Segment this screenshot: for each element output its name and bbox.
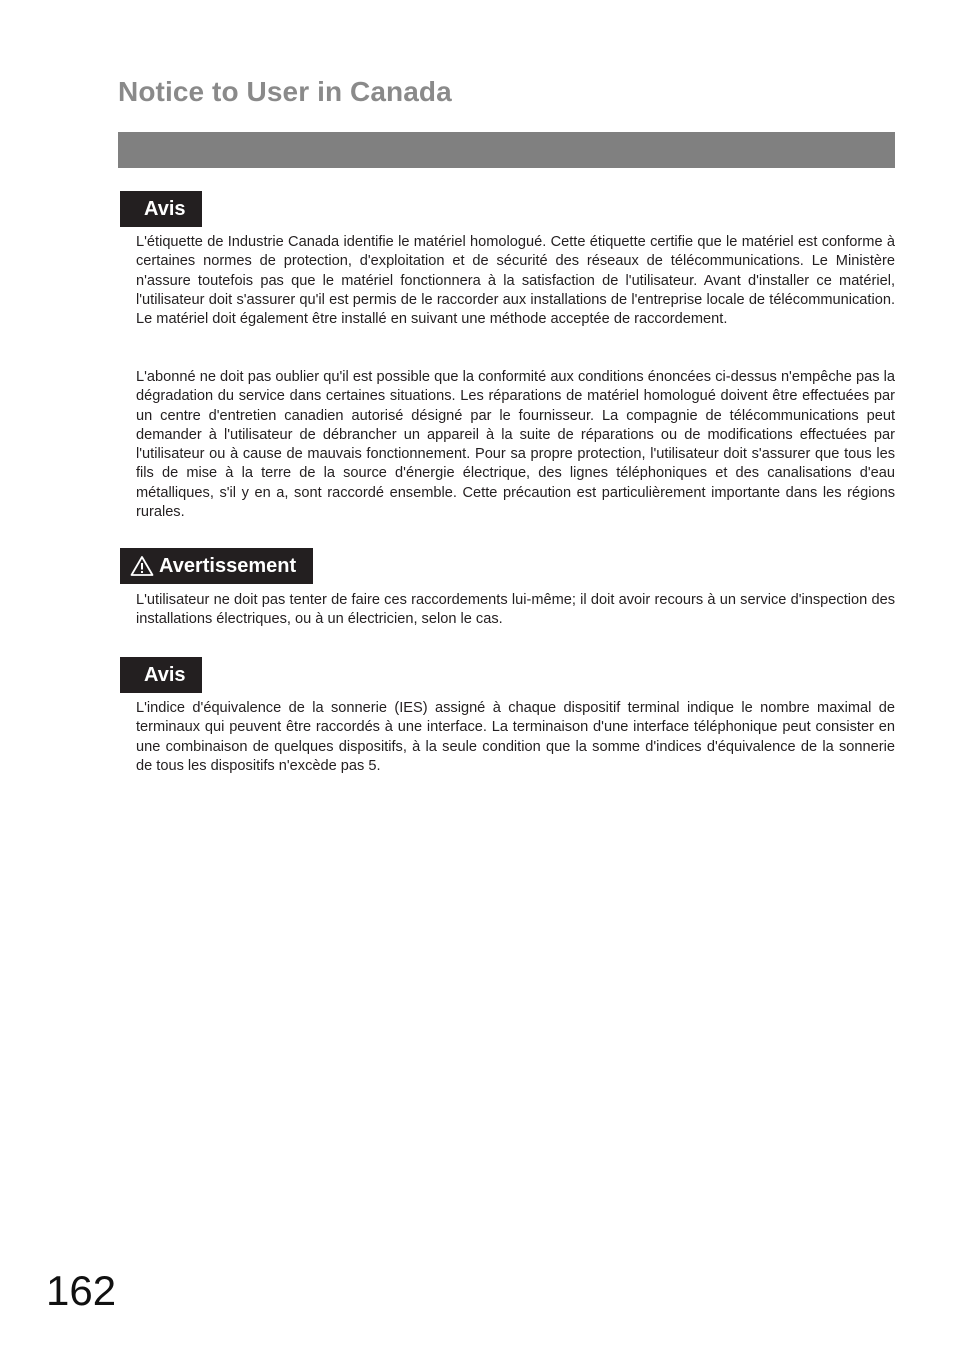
avis-paragraph-2: L'abonné ne doit pas oublier qu'il est possible que la conformité aux conditions énoncées ci-dessus n'empêche pas la dégradation du service dans certaines situations. Les réparations de matériel homologué doivent être effectuées par un centre d'entretien canadien autorisé désigné par le fournisseur. La compagnie de télécommunications peut demander à l'utilisateur de débrancher un appareil à la suite de réparations ou de modifications effectuées par l'utilisateur ou à cause de mauvais fonctionnement. Pour sa propre protection, l'utilisateur doit s'assurer que tous les fils de mise à la terre de la source d'énergie électrique, des lignes téléphoniques et des canalisations d'eau métalliques, s'il y en a, sont raccordé ensemble. Cette précaution est particulièrement importante dans les régions rurales. [136, 369, 895, 521]
avertissement-paragraph: L'utilisateur ne doit pas tenter de faire ces raccordements lui-même; il doit avoir recours à un service d'inspection des installations électriques, ou à un électricien, selon le cas. [136, 592, 895, 628]
avis-paragraph-1: L'étiquette de Industrie Canada identifie le matériel homologué. Cette étiquette certifie que le matériel est conforme à certaines normes de protection, d'exploitation et de sécurité des réseaux de télécommunications. Le Ministère n'assure toutefois pas que le matériel fonctionnera à la satisfaction de l'utilisateur. Avant d'installer ce matériel, l'utilisateur doit s'assurer qu'il est permis de le raccorder aux installations de l'entreprise locale de télécommunication. Le matériel doit également être installé en suivant une méthode acceptée de raccordement. [136, 234, 895, 328]
avis-label-1 [120, 191, 202, 227]
warning-triangle-icon [130, 555, 154, 577]
avis-paragraph-3: L'indice d'équivalence de la sonnerie (IES) assigné à chaque dispositif terminal indique le nombre maximal de terminaux qui peuvent être raccordés à une interface. La terminaison d'une interface téléphonique peut consister en une combinaison de quelques dispositifs, à la seule condition que la somme d'indices d'équivalence de la sonnerie de tous les dispositifs n'excède pas 5. [136, 700, 895, 774]
avertissement-label [120, 548, 313, 584]
avertissement-label-text: Avertissement [159, 554, 297, 577]
avis-label-2 [120, 657, 202, 693]
avis-label-text-2: Avis [144, 663, 186, 686]
page-number: 162 [46, 1267, 117, 1314]
page-title: Notice to User in Canada [118, 76, 452, 107]
title-bar [118, 132, 895, 168]
avis-label-text-1: Avis [144, 197, 186, 220]
